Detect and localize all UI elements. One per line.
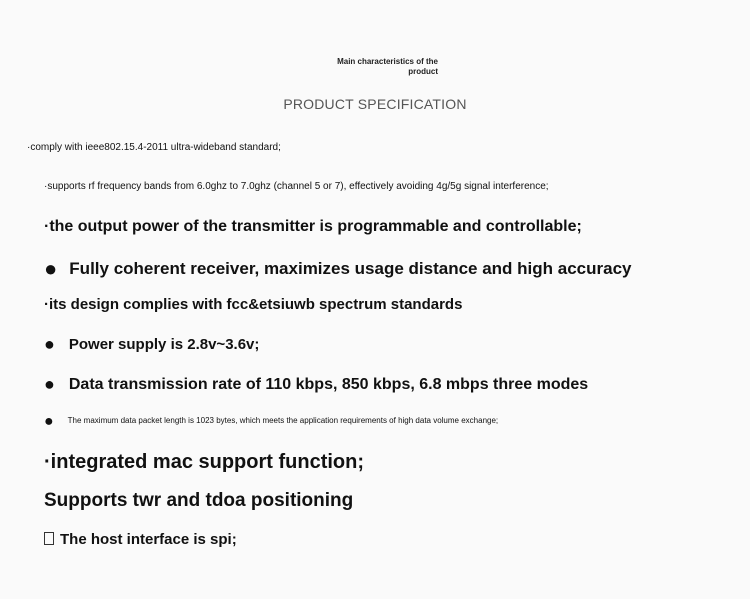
bullet-icon: ●: [44, 334, 55, 354]
spec-item-text: Fully coherent receiver, maximizes usage distance and high accuracy: [69, 259, 632, 278]
spec-item-text: Power supply is 2.8v~3.6v;: [68, 336, 260, 353]
spec-item-text: its design complies with fcc&etsiuwb spectrum standards: [49, 296, 463, 313]
spec-item-data-rate: [44, 374, 588, 395]
spec-item-text: supports rf frequency bands from 6.0ghz to 7.0ghz (channel 5 or 7), effectively avoiding 4g/5g signal interference;: [47, 181, 549, 192]
spec-item-text: integrated mac support function;: [50, 451, 365, 473]
caption-line-1: Main characteristics of the: [337, 57, 438, 66]
bullet-icon: ·: [27, 142, 31, 153]
bullet-icon: ·: [44, 181, 48, 192]
bullet-icon: ·: [44, 451, 51, 473]
spec-item-output-power: [44, 218, 582, 236]
spec-item-text: Supports twr and tdoa positioning: [44, 490, 354, 511]
page-title: PRODUCT SPECIFICATION: [283, 96, 467, 112]
spec-item-frequency: [44, 181, 549, 192]
bullet-icon: ●: [44, 413, 54, 430]
spec-item-text: The maximum data packet length is 1023 bytes, which meets the application requirements of high data volume exchange;: [67, 416, 499, 425]
spec-item-text: Data transmission rate of 110 kbps, 850 kbps, 6.8 mbps three modes: [68, 376, 589, 393]
spec-item-standard: [27, 142, 281, 153]
spec-item-power-supply: [44, 334, 259, 355]
spec-item-host-interface: [44, 531, 237, 548]
missing-glyph-icon: [44, 532, 54, 545]
spec-item-receiver: [44, 256, 631, 282]
spec-item-text: the output power of the transmitter is programmable and controllable;: [49, 218, 582, 235]
bullet-icon: ·: [44, 296, 49, 313]
spec-item-mac-support: [44, 451, 364, 474]
spec-item-text: The host interface is spi;: [60, 531, 237, 548]
caption-line-2: product: [408, 67, 438, 76]
spec-item-positioning: [44, 490, 353, 512]
spec-item-text: comply with ieee802.15.4-2011 ultra-wideband standard;: [30, 142, 281, 153]
spec-item-packet-length: [44, 413, 498, 431]
characteristics-caption: [300, 57, 438, 77]
spec-item-compliance: [44, 296, 462, 313]
bullet-icon: ·: [44, 218, 50, 235]
bullet-icon: ●: [44, 374, 55, 394]
bullet-icon: ●: [44, 256, 58, 281]
